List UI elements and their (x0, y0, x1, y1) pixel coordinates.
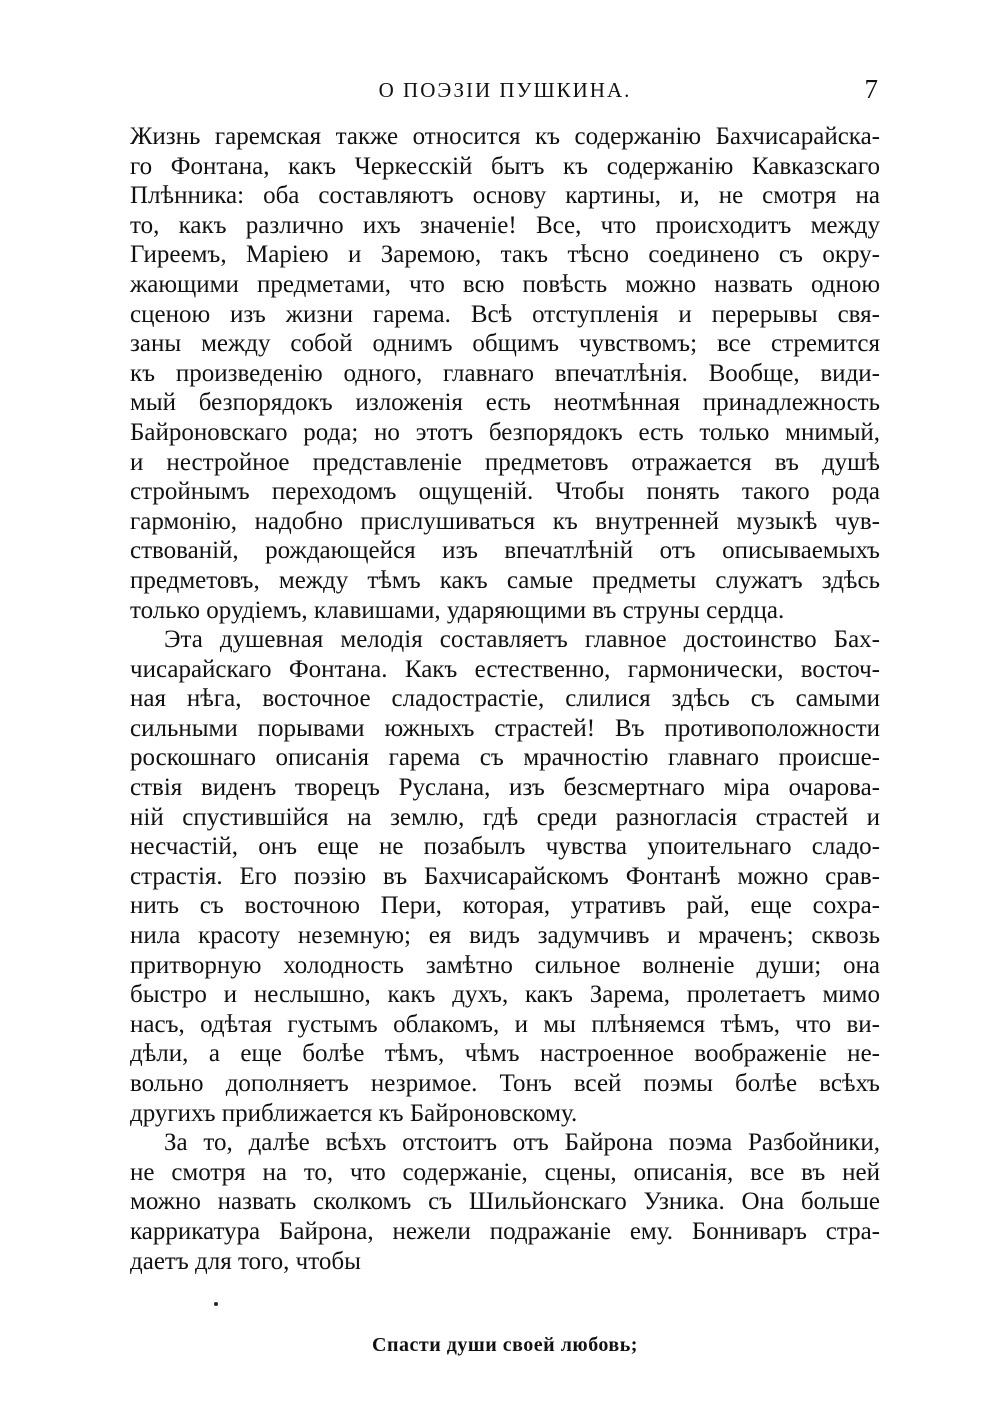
text-line: чисарайскаго Фонтана. Какъ естественно, гармонически, восточ- (130, 655, 880, 683)
text-line: вольно дополняетъ незримое. Тонъ всей поэмы болѣе всѣхъ (130, 1070, 880, 1097)
text-line: только орудіемъ, клавишами, ударяющими въ струны сердца. (130, 596, 785, 624)
ink-speck (214, 1302, 218, 1306)
text-line: къ произведенію одного, главнаго впечатлѣнія. Вообще, види- (130, 359, 880, 387)
text-line: мый безпорядокъ изложенія есть неотмѣнная принадлежность (130, 389, 880, 417)
text-line: каррикатура Байрона, нежели подражаніе ему. Бонниваръ стра- (130, 1217, 880, 1245)
text-line: другихъ приближается къ Байроновскому. (130, 1099, 578, 1127)
body-text (130, 122, 880, 1276)
text-line: Плѣнника: оба составляютъ основу картины, и, не смотря на (130, 182, 880, 210)
text-line: несчастій, онъ еще не позабылъ чувства упоительнаго сладо- (130, 833, 880, 861)
text-line: то, какъ различно ихъ значеніе! Все, что происходитъ между (130, 211, 880, 239)
page-number: 7 (864, 74, 878, 104)
text-line: сильными порывами южныхъ страстей! Въ противоположности (130, 714, 880, 742)
verse-quotation: Спасти души своей любовь; (372, 1334, 638, 1356)
text-line: го Фонтана, какъ Черкесскій бытъ къ содержанію Кавказскаго (130, 152, 880, 180)
text-line: нить съ восточною Пери, которая, утративъ рай, еще сохра- (130, 892, 880, 920)
text-line: стройнымъ переходомъ ощущеній. Чтобы понять такого рода (130, 478, 880, 506)
text-line: Гиреемъ, Маріею и Заремою, такъ тѣсно соединено съ окру- (130, 241, 880, 269)
text-line: сценою изъ жизни гарема. Всѣ отступленія и перерывы свя- (130, 300, 880, 328)
text-line: ствія виденъ творецъ Руслана, изъ безсмертнаго міра очарова- (130, 774, 880, 802)
text-line: страстія. Его поэзію въ Бахчисарайскомъ Фонтанѣ можно срав- (130, 862, 880, 890)
text-line: ній спустившійся на землю, гдѣ среди разногласія страстей и (130, 803, 880, 831)
text-line: Жизнь гаремская также относится къ содержанію Бахчисарайска- (130, 123, 880, 150)
text-line: нила красоту неземную; ея видъ задумчивъ и мраченъ; сквозь (130, 922, 880, 950)
text-line: Эта душевная мелодія составляетъ главное достоинство Бах- (164, 626, 880, 654)
text-line: даетъ для того, чтобы (130, 1247, 361, 1275)
running-head (130, 74, 880, 106)
text-line: Байроновскаго рода; но этотъ безпорядокъ есть только мнимый, (130, 418, 880, 446)
text-line: заны между собой однимъ общимъ чувствомъ; все стремится (130, 330, 880, 358)
text-line: гармонію, надобно прислушиваться къ внутренней музыкѣ чув- (130, 507, 880, 535)
text-line: жающими предметами, что всю повѣсть можно назвать одною (130, 270, 880, 298)
running-title: О ПОЭЗІИ ПУШКИНА. (378, 78, 632, 102)
text-line: ствованій, рождающейся изъ впечатлѣній отъ описываемыхъ (130, 537, 880, 565)
text-line: и нестройное представленіе предметовъ отражается въ душѣ (130, 448, 880, 476)
text-line: ная нѣга, восточное сладострастіе, слилися здѣсь съ самыми (130, 685, 880, 713)
text-line: можно назвать сколкомъ съ Шильйонскаго Узника. Она больше (130, 1188, 880, 1216)
text-line: роскошнаго описанія гарема съ мрачностію главнаго происше- (130, 744, 880, 772)
text-line: притворную холодность замѣтно сильное волненіе души; она (130, 951, 880, 979)
text-line: предметовъ, между тѣмъ какъ самые предметы служатъ здѣсь (130, 566, 880, 594)
text-line: За то, далѣе всѣхъ отстоитъ отъ Байрона поэма Разбойники, (164, 1129, 880, 1157)
text-line: дѣли, а еще болѣе тѣмъ, чѣмъ настроенное воображеніе не- (130, 1040, 880, 1068)
text-line: насъ, одѣтая густымъ облакомъ, и мы плѣняемся тѣмъ, что ви- (130, 1010, 880, 1038)
text-line: быстро и неслышно, какъ духъ, какъ Зарема, пролетаетъ мимо (130, 981, 880, 1009)
text-line: не смотря на то, что содержаніе, сцены, описанія, все въ ней (130, 1158, 880, 1186)
